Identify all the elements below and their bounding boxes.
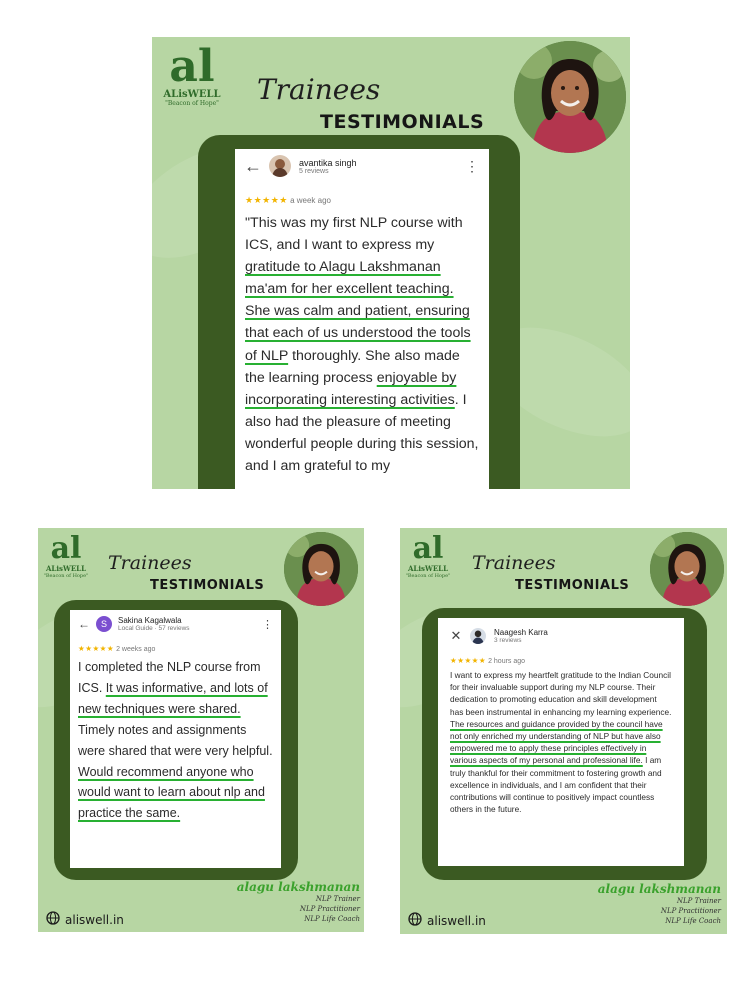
website-link[interactable] xyxy=(408,912,486,929)
testimonials-heading: TESTIMONIALS xyxy=(320,111,485,133)
logo-tagline: "Beacon of Hope" xyxy=(165,100,219,107)
trainees-script-title: Trainees xyxy=(108,552,192,574)
more-options-icon[interactable]: ⋮ xyxy=(465,157,479,174)
review-screenshot xyxy=(235,149,489,489)
trainer-avatar xyxy=(650,532,724,606)
trainer-role: NLP Life Coach xyxy=(304,915,360,923)
review-rating-row xyxy=(438,644,684,665)
website-text: aliswell.in xyxy=(427,913,486,928)
website-link[interactable] xyxy=(46,911,124,928)
website-text: aliswell.in xyxy=(65,912,124,927)
review-text-segment: Timely notes and assignments were shared that were very helpful. xyxy=(78,722,273,758)
reviewer-meta: Local Guide · 57 reviews xyxy=(118,625,190,632)
review-text-segment: thoroughly. She also made the learning process xyxy=(245,347,460,386)
globe-icon xyxy=(408,912,422,929)
trainer-name: alagu lakshmanan xyxy=(236,880,360,894)
trainer-role: NLP Life Coach xyxy=(665,917,721,925)
review-text-highlight: gratitude to Alagu Lakshmanan ma'am for her excellent teaching. xyxy=(245,259,454,298)
trainees-script-title: Trainees xyxy=(257,73,381,106)
trainees-script-title: Trainees xyxy=(472,552,556,574)
review-rating-row xyxy=(70,632,281,653)
reviewer-name: Sakina Kagalwala xyxy=(118,616,182,625)
brand-logo xyxy=(157,41,227,107)
review-text xyxy=(438,665,684,815)
trainer-avatar xyxy=(514,41,626,153)
review-header xyxy=(235,149,489,177)
trainer-role: NLP Trainer xyxy=(676,897,721,905)
review-text-segment: "This was my first NLP course with ICS, and I want to express my xyxy=(245,215,463,254)
close-icon[interactable]: ✕ xyxy=(450,628,462,643)
trainer-role: NLP Practitioner xyxy=(299,905,360,913)
review-text-segment: I am truly thankful for their commitment to fostering growth and excellence in individuals, and I am confident that their contributions will continue to positively impact countless others in the future. xyxy=(450,755,662,815)
review-time: a week ago xyxy=(290,196,331,205)
trainer-role: NLP Trainer xyxy=(315,895,360,903)
review-text-highlight: The resources and guidance provided by the council have not only enriched my understanding of NLP but have also empowered me to apply these principles effectively in various aspects of my personal and professional life. xyxy=(450,718,663,766)
review-text-highlight: Would recommend anyone who would want to learn about nlp and practice the same. xyxy=(78,764,265,821)
review-screenshot xyxy=(70,610,281,868)
review-text-highlight: It was informative, and lots of new techniques were shared. xyxy=(78,680,268,716)
brand-logo xyxy=(40,531,92,579)
brand-logo xyxy=(402,531,454,579)
review-text xyxy=(235,206,489,477)
review-time: 2 hours ago xyxy=(488,658,526,665)
logo-mark: al xyxy=(412,531,444,566)
review-rating-row xyxy=(235,177,489,206)
review-text-segment: I want to express my heartfelt gratitude to the Indian Council for their invaluable support during my NLP course. Their dedication to promoting education and skill development has been instrumental in enhancing my learning experience. xyxy=(450,670,672,717)
logo-tagline: "Beacon of Hope" xyxy=(405,573,451,579)
review-header xyxy=(70,610,281,632)
reviewer-avatar xyxy=(269,155,291,177)
trainer-signature xyxy=(237,880,360,924)
reviewer-avatar: S xyxy=(96,616,112,632)
trainer-avatar xyxy=(284,532,358,606)
star-rating: ★★★★★ xyxy=(450,656,487,665)
logo-tagline: "Beacon of Hope" xyxy=(43,573,89,579)
logo-mark: al xyxy=(50,531,82,566)
reviewer-name: avantika singh xyxy=(299,157,357,168)
reviewer-meta: 5 reviews xyxy=(299,167,329,175)
trainer-signature xyxy=(598,882,721,926)
review-time: 2 weeks ago xyxy=(116,646,156,653)
review-text-segment: . I also had the pleasure of meeting wonderful people during this session, and I am grateful to my xyxy=(245,391,479,475)
review-text-segment: I completed the NLP course from ICS. xyxy=(78,660,261,695)
testimonial-card-top xyxy=(152,37,630,489)
more-options-icon[interactable]: ⋮ xyxy=(262,618,273,631)
globe-icon xyxy=(46,911,60,928)
back-arrow-icon[interactable]: ← xyxy=(78,617,90,631)
testimonials-heading: TESTIMONIALS xyxy=(515,578,630,593)
review-text xyxy=(70,653,281,824)
star-rating: ★★★★★ xyxy=(78,644,115,653)
logo-name: ALisWELL xyxy=(408,564,448,573)
review-screenshot xyxy=(438,618,684,866)
logo-name: ALisWELL xyxy=(46,564,86,573)
logo-name: ALisWELL xyxy=(163,89,221,100)
star-rating: ★★★★★ xyxy=(245,195,288,205)
trainer-role: NLP Practitioner xyxy=(660,907,721,915)
review-text-highlight: enjoyable by incorporating interesting activities xyxy=(245,369,457,408)
back-arrow-icon[interactable]: ← xyxy=(244,155,262,176)
reviewer-name: Naagesh Karra xyxy=(494,628,548,637)
reviewer-avatar xyxy=(470,628,486,644)
trainer-name: alagu lakshmanan xyxy=(597,882,721,896)
testimonial-card-right xyxy=(400,528,727,934)
review-header xyxy=(438,618,684,644)
testimonial-card-left xyxy=(38,528,364,932)
logo-mark: al xyxy=(169,41,215,92)
review-text-highlight: She was calm and patient, ensuring that each of us understood the tools of NLP xyxy=(245,303,471,364)
testimonials-heading: TESTIMONIALS xyxy=(150,578,265,593)
reviewer-meta: 3 reviews xyxy=(494,637,522,644)
